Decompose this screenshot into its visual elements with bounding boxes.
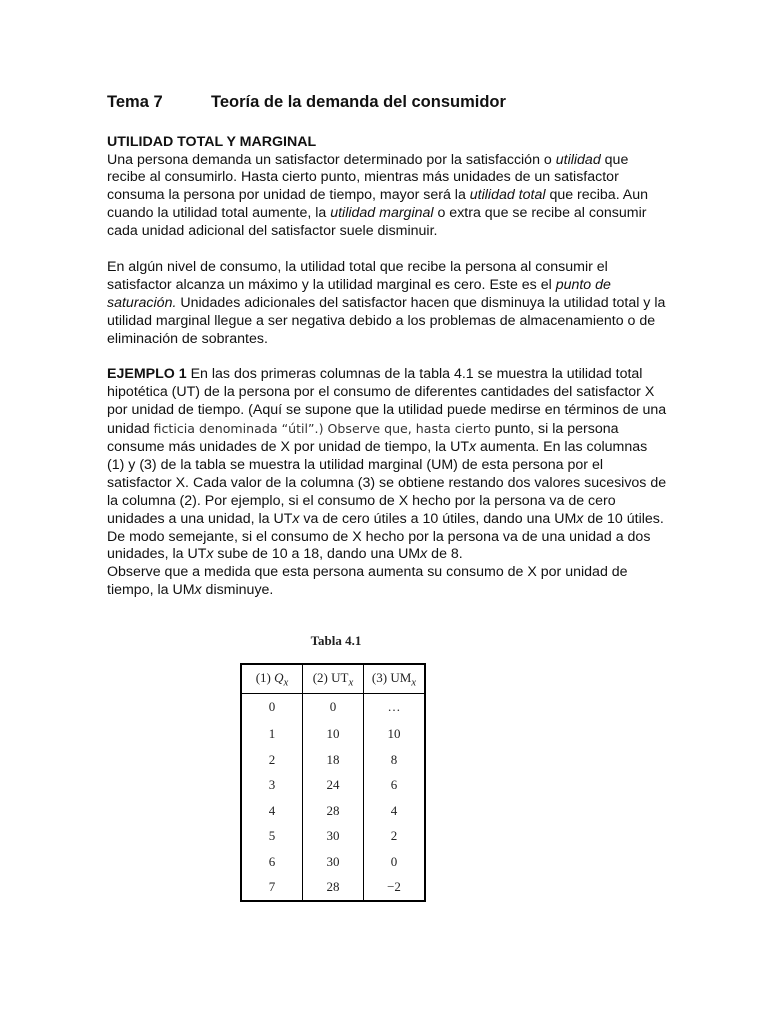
- header-text: (2) UT: [312, 669, 349, 685]
- table-cell: 0: [241, 694, 303, 720]
- text: En algún nivel de consumo, la utilidad total que recibe la persona al consumir el satisfactor alcanza un máximo y la utilidad marginal es cero. Este es el: [107, 258, 608, 293]
- table-cell: 4: [241, 798, 303, 824]
- table-row: [241, 875, 425, 902]
- page-title: [107, 92, 667, 112]
- table-caption: [0, 633, 768, 649]
- italic-term: utilidad marginal: [330, 205, 434, 222]
- header-text: (3) UM: [371, 669, 412, 685]
- header-sub: x: [283, 676, 289, 689]
- italic-term: punto de saturación.: [107, 276, 611, 311]
- table-cell: 6: [364, 773, 426, 799]
- text: disminuye.: [201, 582, 274, 599]
- subscript-x: x: [576, 510, 584, 527]
- table-cell: 4: [364, 798, 426, 824]
- text: En las dos primeras columnas de la tabla 4.1 se muestra la utilidad total hipotética (UT) de la persona por el consumo de diferentes cantidades del satisfactor X por unidad de tiempo. (Aquí se supone que la utilidad puede medirse en términos de una unidad: [107, 366, 667, 438]
- section-heading: UTILIDAD TOTAL Y MARGINAL: [107, 134, 317, 150]
- table-caption-text: Tabla 4.1: [310, 633, 362, 648]
- table-cell: 0: [303, 694, 364, 720]
- subscript-x: x: [206, 546, 214, 563]
- subscript-x: x: [469, 438, 477, 455]
- table-row: [241, 849, 425, 875]
- table-cell: 6: [241, 849, 303, 875]
- table-row: [241, 773, 425, 799]
- italic-term: utilidad: [555, 151, 601, 168]
- text: Una persona demanda un satisfactor determinado por la satisfacción o: [107, 151, 556, 168]
- text: va de cero útiles a 10 útiles, dando una UM: [299, 510, 577, 527]
- table-row: [241, 798, 425, 824]
- table-cell: 28: [303, 798, 364, 824]
- table-cell: 1: [241, 720, 303, 748]
- text: punto, si la persona consume más unidades de X por unidad de tiempo, la UT: [107, 421, 619, 455]
- table-cell: −2: [364, 875, 426, 902]
- example-label: EJEMPLO 1: [107, 366, 187, 383]
- paragraph-4: [107, 564, 667, 600]
- table-cell: 10: [364, 720, 426, 748]
- table-cell: 30: [303, 824, 364, 850]
- table-cell: 2: [364, 824, 426, 850]
- table-cell: 8: [364, 747, 426, 773]
- header-sub: x: [411, 676, 417, 689]
- document-page: [107, 92, 667, 600]
- text: Observe que a medida que esta persona aumenta su consumo de X por unidad de tiempo, la UM: [107, 564, 628, 599]
- table-cell: 18: [303, 747, 364, 773]
- table-cell: 7: [241, 875, 303, 902]
- text: de 10 útiles. De modo semejante, si el consumo de X hecho por la persona va de una unidad a dos unidades, la UT: [107, 510, 664, 563]
- utility-table: [240, 663, 426, 902]
- text-alt-font: ficticia denominada “útil”.) Observe que, hasta cierto: [153, 421, 491, 437]
- paragraph-example-1: [107, 366, 667, 564]
- text: Unidades adicionales del satisfactor hacen que disminuya la utilidad total y la utilidad marginal llegue a ser negativa debido a los problemas de almacenamiento o de eliminación de sobrantes.: [107, 294, 666, 347]
- table-row: [241, 720, 425, 748]
- table-cell: 5: [241, 824, 303, 850]
- table-cell: …: [364, 694, 426, 720]
- text: sube de 10 a 18, dando una UM: [213, 546, 421, 563]
- table-cell: 2: [241, 747, 303, 773]
- text: de 8.: [427, 546, 463, 563]
- paragraph-2: [107, 259, 667, 349]
- subscript-x: x: [420, 546, 428, 563]
- text: que reciba. Aun cuando la utilidad total aumente, la: [107, 187, 649, 222]
- header-umx: [364, 664, 426, 694]
- table-row: [241, 824, 425, 850]
- text: que recibe al consumirlo. Hasta cierto punto, mientras más unidades de un satisfactor consuma la persona por unidad de tiempo, mayor será la: [107, 151, 629, 204]
- table-cell: 28: [303, 875, 364, 902]
- subscript-x: x: [292, 510, 300, 527]
- table-cell: 0: [364, 849, 426, 875]
- header-qx: [241, 664, 303, 694]
- table-cell: 10: [303, 720, 364, 748]
- topic-title: Teoría de la demanda del consumidor: [211, 93, 506, 111]
- italic-term: utilidad total: [469, 187, 546, 204]
- table-cell: 30: [303, 849, 364, 875]
- table-row: [241, 694, 425, 720]
- header-text: (1): [255, 669, 275, 685]
- table-row: [241, 747, 425, 773]
- table-cell: 24: [303, 773, 364, 799]
- header-sub: x: [348, 676, 354, 689]
- header-var: Q: [274, 669, 284, 685]
- table-header-row: [241, 664, 425, 694]
- subscript-x: x: [194, 582, 202, 599]
- table-cell: 3: [241, 773, 303, 799]
- paragraph-1: [107, 152, 667, 242]
- header-utx: [303, 664, 364, 694]
- topic-number: Tema 7: [107, 93, 163, 111]
- text: aumenta. En las columnas (1) y (3) de la tabla se muestra la utilidad marginal (UM) de esta persona por el satisfactor X. Cada valor de la columna (3) se obtiene restando dos valores sucesivos de la columna (2). Por ejemplo, si el consumo de X hecho por la persona va de cero unidades a una unidad, la UT: [107, 438, 667, 527]
- text: o extra que se recibe al consumir cada unidad adicional del satisfactor suele disminuir.: [107, 205, 647, 240]
